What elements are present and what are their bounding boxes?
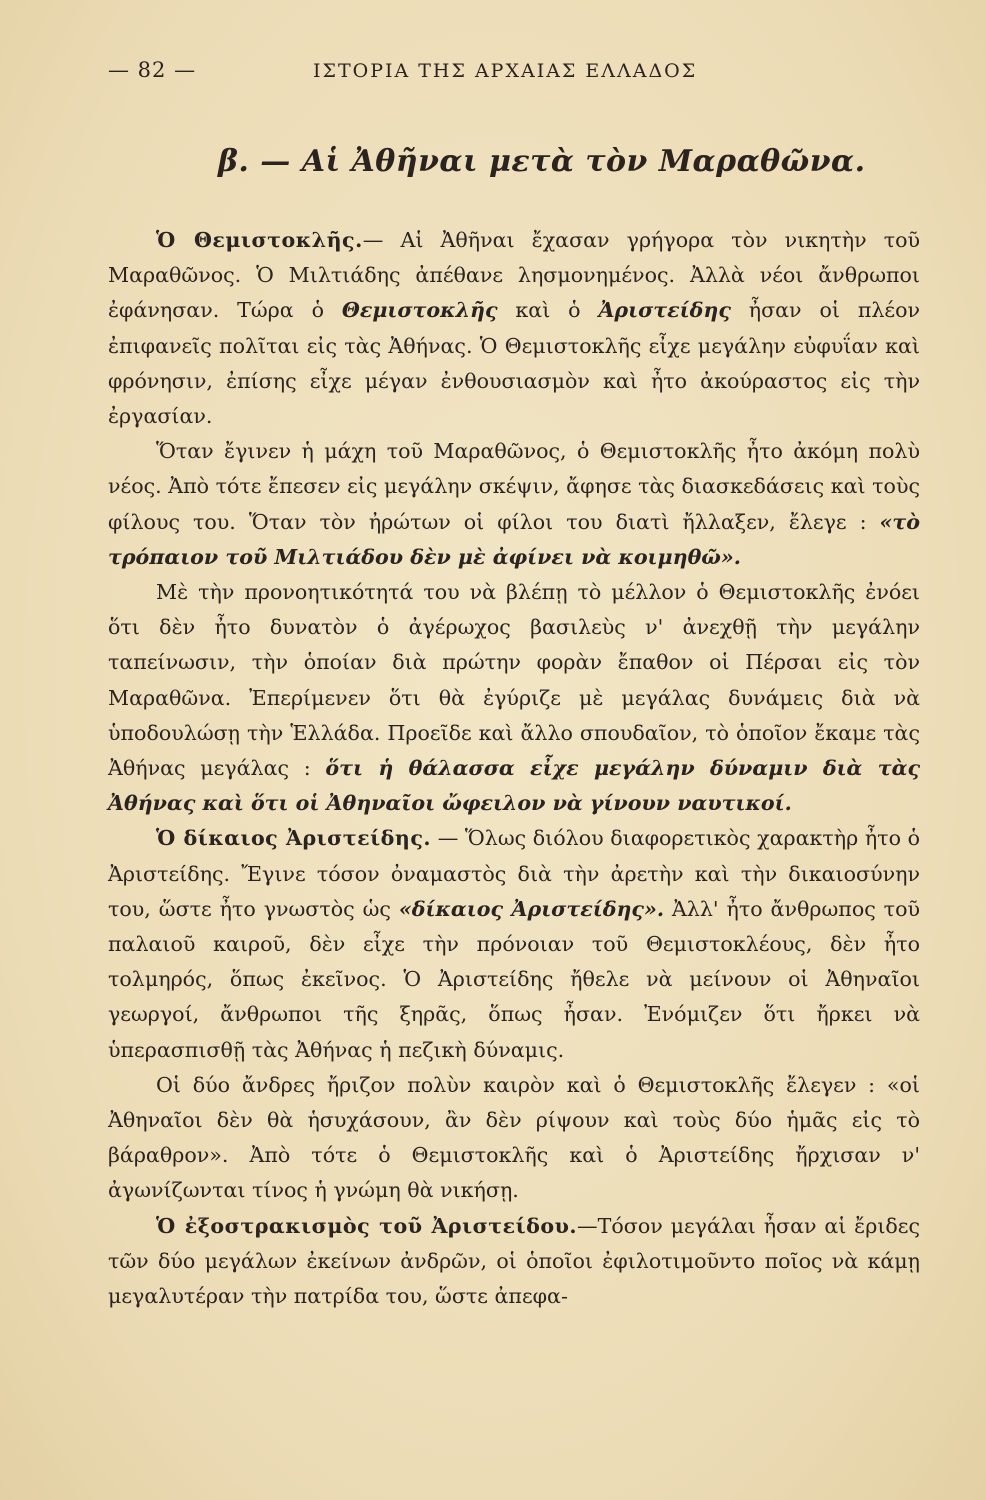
subhead-ostracism: Ὁ ἐξοστρακισμὸς τοῦ Ἀριστείδου. <box>156 1213 578 1238</box>
running-head <box>108 58 920 114</box>
quote-miltiades-trophy: «τὸ τρόπαιον τοῦ Μιλτιάδου δὲν μὲ ἀφίνει νὰ κοιμηθῶ». <box>108 509 920 569</box>
emphasis-aristides: Ἀριστείδης <box>598 298 731 323</box>
paragraph-text: καὶ ὁ <box>497 298 599 323</box>
section-heading: β. — Αἱ Ἀθῆναι μετὰ τὸν Μαραθῶνα. <box>218 144 866 179</box>
running-title: ΙΣΤΟΡΙΑ ΤΗΣ ΑΡΧΑΙΑΣ ΕΛΛΑΔΟΣ <box>313 60 698 82</box>
page-number: — 82 — <box>108 58 197 82</box>
emphasis-sea-power: ὅτι ἡ θάλασσα εἶχε μεγάλην δύναμιν διὰ τὰς Ἀθήνας καὶ ὅτι οἱ Ἀθηναῖοι ὤφειλον νὰ γίνουν ναυτικοί. <box>108 756 920 816</box>
paragraph-text: Ἀλλ' ἦτο ἄνθρωπος τοῦ παλαιοῦ καιροῦ, δὲν εἶχε τὴν πρόνοιαν τοῦ Θεμιστοκλέους, δὲν ἦτο τολμηρός, ὅπως ἐκεῖνος. Ὁ Ἀριστείδης ἤθελε νὰ μείνουν οἱ Ἀθηναῖοι γεωργοί, ἄνθρωποι τῆς ξηρᾶς, ὅπως ἦσαν. Ἐνόμιζεν ὅτι ἤρκει νὰ ὑπερασπισθῇ τὰς Ἀθήνας ἡ πεζικὴ δύναμις. <box>108 896 920 1062</box>
paragraph-text: Μὲ τὴν προνοητικότητά του νὰ βλέπῃ τὸ μέλλον ὁ Θεμιστοκλῆς ἐνόει ὅτι δὲν ἦτο δυνατὸν ὁ ἀγέρωχος βασιλεὺς ν' ἀνεχθῇ τὴν μεγάλην ταπείνωσιν, τὴν ὁποίαν διὰ πρώτην φορὰν ἔπαθον οἱ Πέρσαι εἰς τὸν Μαραθῶνα. Ἐπερίμενεν ὅτι θὰ ἐγύριζε μὲ μεγάλας δυνάμεις διὰ νὰ ὑποδουλώσῃ τὴν Ἑλλάδα. Προεῖδε καὶ ἄλλο σπουδαῖον, τὸ ὁποῖον ἔκαμε τὰς Ἀθήνας μεγάλας : <box>108 580 920 781</box>
paragraph-foresight <box>108 575 920 821</box>
emphasis-themistocles: Θεμιστοκλῆς <box>341 298 498 323</box>
paragraph-text: —Τόσον μεγάλαι ἦσαν αἱ ἔριδες τῶν δύο μεγάλων ἐκείνων ἀνδρῶν, οἱ ὁποῖοι ἐφιλοτιμοῦντο ποῖος νὰ κάμῃ μεγαλυτέραν τὴν πατρίδα του, ὥστε ἀπεφα- <box>108 1213 920 1309</box>
paragraph-marathon-trophy <box>108 434 920 575</box>
body-text <box>108 223 920 1314</box>
paragraph-rivalry <box>108 1068 920 1209</box>
paragraph-text: — Ὅλως διόλου διαφορετικὸς χαρακτὴρ ἦτο ὁ Ἀριστείδης. Ἔγινε τόσον ὀναμαστὸς διὰ τὴν ἀρετὴν καὶ τὴν δικαιοσύνην του, ὥστε ἦτο γνωστὸς ὡς <box>108 826 921 921</box>
emphasis-just-aristides: «δίκαιος Ἀριστείδης». <box>398 896 664 921</box>
paragraph-text: ἦσαν οἱ πλέον ἐπιφανεῖς πολῖται εἰς τὰς Ἀθήνας. Ὁ Θεμιστοκλῆς εἶχε μεγάλην εὐφυΐαν καὶ φρόνησιν, ἐπίσης εἶχε μέγαν ἐνθουσιασμὸν καὶ ἦτο ἀκούραστος εἰς τὴν ἐργασίαν. <box>108 298 920 429</box>
paragraph-themistocles <box>108 223 920 434</box>
paragraph-ostracism <box>108 1209 920 1315</box>
paragraph-text: — Αἱ Ἀθῆναι ἔχασαν γρήγορα τὸν νικητὴν τοῦ Μαραθῶνος. Ὁ Μιλτιάδης ἀπέθανε λησμονημένος. Ἀλλὰ νέοι ἄνθρωποι ἐφάνησαν. Τώρα ὁ <box>108 228 920 323</box>
paragraph-text: Οἱ δύο ἄνδρες ἤριζον πολὺν καιρὸν καὶ ὁ Θεμιστοκλῆς ἔλεγεν : «οἱ Ἀθηναῖοι δὲν θὰ ἡσυχάσουν, ἂν δὲν ρίψουν καὶ τοὺς δύο ἡμᾶς εἰς τὸ βάραθρον». Ἀπὸ τότε ὁ Θεμιστοκλῆς καὶ ὁ Ἀριστείδης ἤρχισαν ν' ἀγωνίζωνται τίνος ἡ γνώμη θὰ νικήσῃ. <box>108 1072 920 1203</box>
paragraph-text: Ὅταν ἔγινεν ἡ μάχη τοῦ Μαραθῶνος, ὁ Θεμιστοκλῆς ἦτο ἀκόμη πολὺ νέος. Ἀπὸ τότε ἔπεσεν εἰς μεγάλην σκέψιν, ἄφησε τὰς διασκεδάσεις καὶ τοὺς φίλους του. Ὅταν τὸν ἠρώτων οἱ φίλοι του διατὶ ἤλλαξεν, ἔλεγε : <box>108 439 920 534</box>
subhead-themistocles: Ὁ Θεμιστοκλῆς. <box>156 228 363 252</box>
paragraph-just-aristides <box>108 821 920 1067</box>
subhead-just-aristides: Ὁ δίκαιος Ἀριστείδης. <box>156 826 432 851</box>
